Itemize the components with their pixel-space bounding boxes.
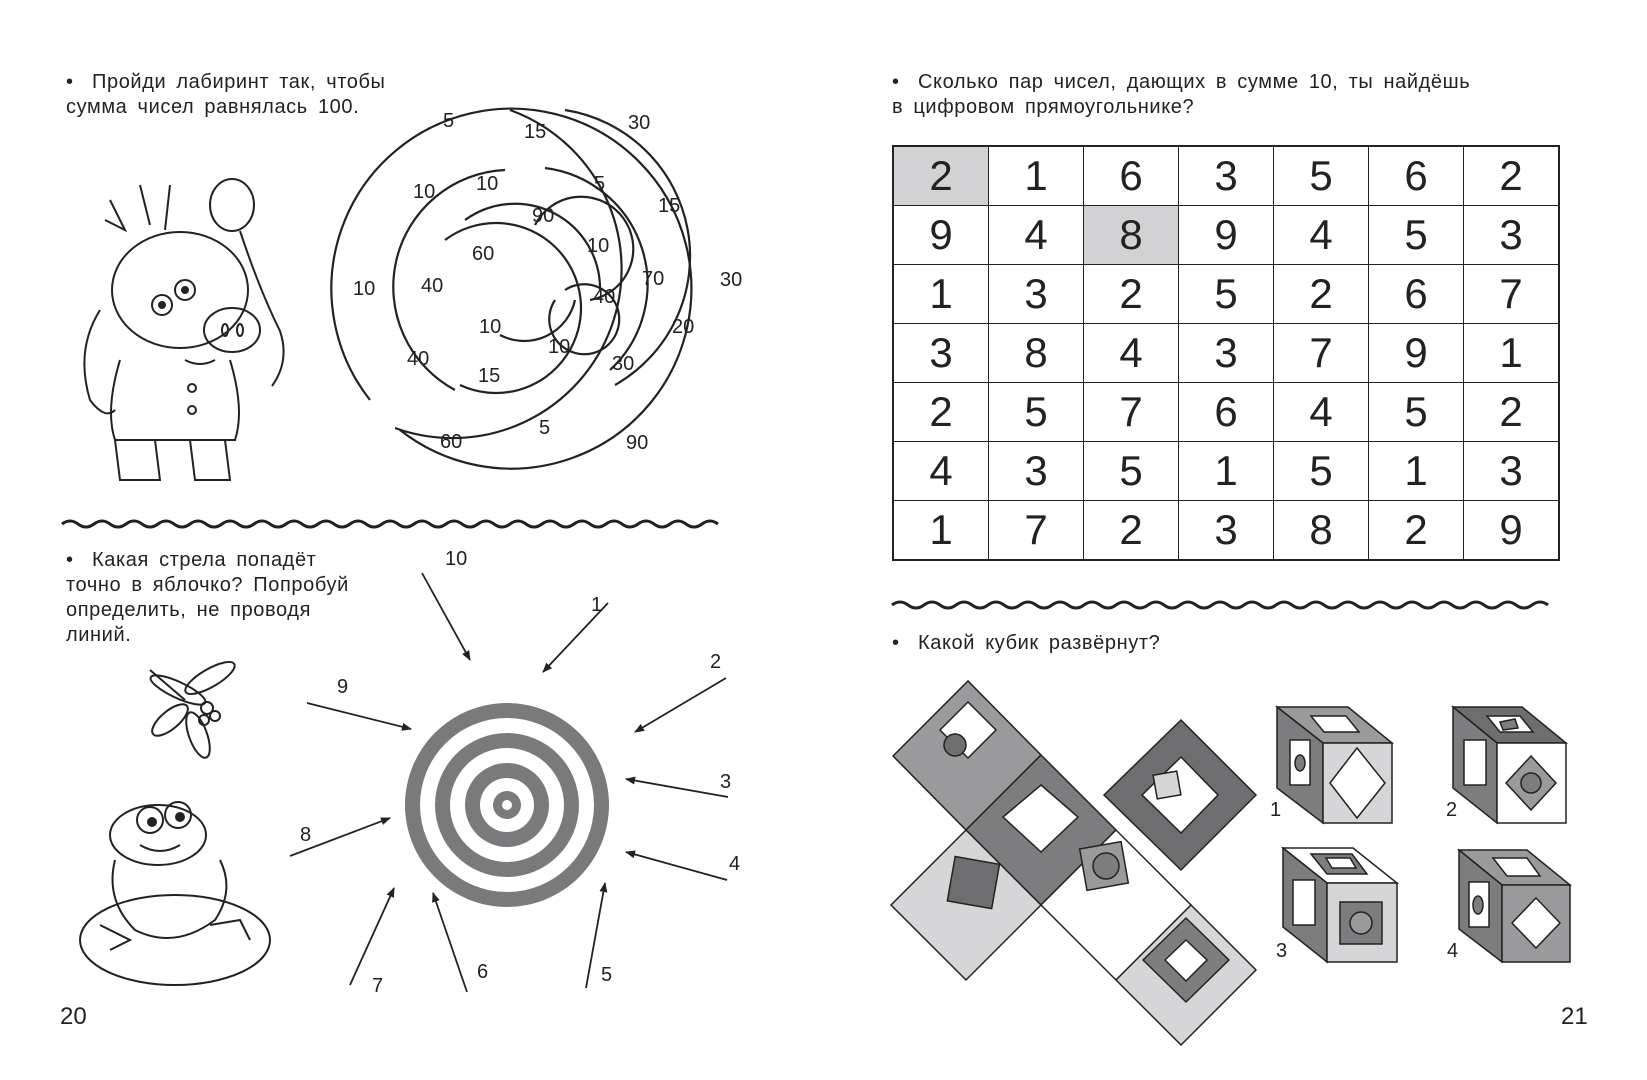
grid-cell[interactable]: 7: [1274, 324, 1369, 383]
grid-cell[interactable]: 3: [989, 442, 1084, 501]
maze-number: 30: [628, 112, 651, 134]
target: [405, 703, 609, 907]
grid-cell[interactable]: 2: [1369, 501, 1464, 561]
arrow-number: 2: [710, 651, 722, 673]
arrow-number: 1: [591, 594, 603, 616]
dragon-pig-illustration: [84, 179, 283, 480]
arrow-number: 8: [300, 824, 312, 846]
arrow-number: 4: [729, 853, 741, 875]
maze-task-text: [66, 70, 386, 120]
maze-number: 10: [413, 181, 436, 203]
grid-cell[interactable]: 3: [1464, 206, 1560, 265]
maze-number: 10: [548, 336, 571, 358]
cube-option-4[interactable]: [1459, 850, 1570, 962]
arrow-number: 10: [445, 548, 468, 570]
cube-option-label: 2: [1446, 799, 1458, 821]
arrow-7: [350, 888, 394, 985]
maze-number: 90: [626, 432, 649, 454]
cube-option-label: 4: [1447, 940, 1459, 962]
grid-cell[interactable]: 4: [1274, 383, 1369, 442]
arrow-number: 3: [720, 771, 732, 793]
grid-cell[interactable]: 2: [1084, 501, 1179, 561]
grid-cell[interactable]: 7: [989, 501, 1084, 561]
grid-cell[interactable]: 6: [1084, 146, 1179, 206]
maze-number: 5: [539, 417, 551, 439]
wavy-divider-right: [892, 602, 1548, 608]
arrow-3: [626, 779, 728, 797]
cube-option-1[interactable]: [1277, 707, 1392, 823]
grid-cell[interactable]: 3: [1179, 324, 1274, 383]
grid-row: [893, 501, 1559, 561]
bullet: •: [892, 632, 900, 654]
maze-number: 40: [407, 348, 430, 370]
grid-cell[interactable]: 3: [1179, 146, 1274, 206]
maze-number: 15: [524, 121, 547, 143]
cube-option-label: 3: [1276, 940, 1288, 962]
grid-cell[interactable]: 9: [1369, 324, 1464, 383]
arrow-task-line2: точно в яблочко? Попробуй: [66, 574, 349, 596]
arrow-2: [635, 678, 726, 732]
grid-cell[interactable]: 6: [1369, 265, 1464, 324]
grid-cell[interactable]: 4: [893, 442, 989, 501]
grid-cell[interactable]: 1: [1464, 324, 1560, 383]
arrow-number: 6: [477, 961, 489, 983]
maze-number: 30: [720, 269, 743, 291]
arrow-task-line1: Какая стрела попадёт: [92, 549, 317, 571]
maze-number: 40: [593, 286, 616, 308]
grid-cell[interactable]: 1: [893, 265, 989, 324]
number-grid: [892, 145, 1560, 561]
wavy-divider-left: [62, 521, 718, 527]
maze-number: 5: [594, 173, 606, 195]
bullet: •: [66, 71, 74, 93]
maze-numbers: [353, 110, 742, 454]
grid-cell[interactable]: 3: [893, 324, 989, 383]
grid-cell[interactable]: 9: [1179, 206, 1274, 265]
arrow-number: 5: [601, 964, 613, 986]
grid-cell[interactable]: 5: [1369, 206, 1464, 265]
grid-cell[interactable]: 3: [1179, 501, 1274, 561]
bullet: •: [892, 71, 900, 93]
maze-number: 40: [421, 275, 444, 297]
grid-row: [893, 206, 1559, 265]
arrow-task-line4: линий.: [66, 624, 132, 646]
grid-cell[interactable]: 2: [1464, 383, 1560, 442]
maze-task-line2: сумма чисел равнялась 100.: [66, 96, 360, 118]
grid-cell[interactable]: 3: [1464, 442, 1560, 501]
grid-cell[interactable]: 9: [893, 206, 989, 265]
grid-row: [893, 324, 1559, 383]
dragonfly-illustration: [147, 656, 238, 760]
maze: [331, 109, 691, 469]
maze-number: 10: [479, 316, 502, 338]
grid-cell[interactable]: 2: [1464, 146, 1560, 206]
maze-number: 10: [353, 278, 376, 300]
grid-cell[interactable]: 4: [1084, 324, 1179, 383]
grid-cell[interactable]: 5: [1179, 265, 1274, 324]
maze-number: 15: [658, 195, 681, 217]
maze-task-line1: Пройди лабиринт так, чтобы: [92, 71, 386, 93]
arrow-number: 7: [372, 975, 384, 997]
arrow-task-text: [66, 548, 349, 648]
grid-cell[interactable]: 8: [989, 324, 1084, 383]
maze-number: 5: [443, 110, 455, 132]
cube-task-line1: Какой кубик развёрнут?: [918, 632, 1161, 654]
page-number-left: 20: [60, 1003, 87, 1030]
arrow-4: [626, 852, 727, 880]
grid-cell[interactable]: 5: [989, 383, 1084, 442]
arrow-number: 9: [337, 676, 349, 698]
grid-cell[interactable]: 7: [1084, 383, 1179, 442]
grid-row: [893, 146, 1559, 206]
maze-number: 60: [440, 431, 463, 453]
grid-cell[interactable]: 3: [989, 265, 1084, 324]
grid-task-line1: Сколько пар чисел, дающих в сумме 10, ты найдёшь: [918, 71, 1471, 93]
maze-number: 10: [476, 173, 499, 195]
grid-row: [893, 383, 1559, 442]
grid-cell[interactable]: 2: [1274, 265, 1369, 324]
grid-cell[interactable]: 2: [1084, 265, 1179, 324]
grid-cell[interactable]: 2: [893, 383, 989, 442]
grid-cell[interactable]: 1: [893, 501, 989, 561]
arrow-6: [433, 893, 467, 992]
grid-cell[interactable]: 5: [1369, 383, 1464, 442]
bullet: •: [66, 549, 74, 571]
cube-net: [891, 681, 1256, 1045]
cube-task-text: [892, 631, 1160, 656]
maze-number: 70: [642, 268, 665, 290]
grid-cell[interactable]: 6: [1369, 146, 1464, 206]
grid-cell[interactable]: 1: [1369, 442, 1464, 501]
page-number-right: 21: [1561, 1003, 1588, 1030]
maze-number: 15: [478, 365, 501, 387]
maze-number: 30: [612, 353, 635, 375]
cube-option-label: 1: [1270, 799, 1282, 821]
grid-cell[interactable]: 4: [989, 206, 1084, 265]
maze-number: 90: [532, 205, 555, 227]
grid-cell[interactable]: 6: [1179, 383, 1274, 442]
arrow-10: [422, 573, 470, 660]
grid-row: [893, 265, 1559, 324]
grid-cell[interactable]: 1: [1179, 442, 1274, 501]
grid-task-line2: в цифровом прямоугольнике?: [892, 96, 1195, 118]
grid-cell[interactable]: 8: [1084, 206, 1179, 265]
grid-cell[interactable]: 5: [1274, 146, 1369, 206]
grid-cell[interactable]: 7: [1464, 265, 1560, 324]
grid-cell[interactable]: 5: [1084, 442, 1179, 501]
frog-illustration: [80, 802, 270, 985]
grid-cell[interactable]: 1: [989, 146, 1084, 206]
grid-cell[interactable]: 4: [1274, 206, 1369, 265]
grid-cell[interactable]: 2: [893, 146, 989, 206]
grid-task-text: [892, 70, 1470, 120]
cube-option-3[interactable]: [1283, 848, 1397, 962]
maze-number: 60: [472, 243, 495, 265]
arrow-task-line3: определить, не проводя: [66, 599, 312, 621]
arrow-9: [307, 703, 411, 729]
maze-number: 10: [587, 235, 610, 257]
grid-cell[interactable]: 9: [1464, 501, 1560, 561]
grid-row: [893, 442, 1559, 501]
grid-cell[interactable]: 5: [1274, 442, 1369, 501]
grid-cell[interactable]: 8: [1274, 501, 1369, 561]
cube-option-2[interactable]: [1453, 707, 1566, 823]
maze-number: 20: [672, 316, 695, 338]
